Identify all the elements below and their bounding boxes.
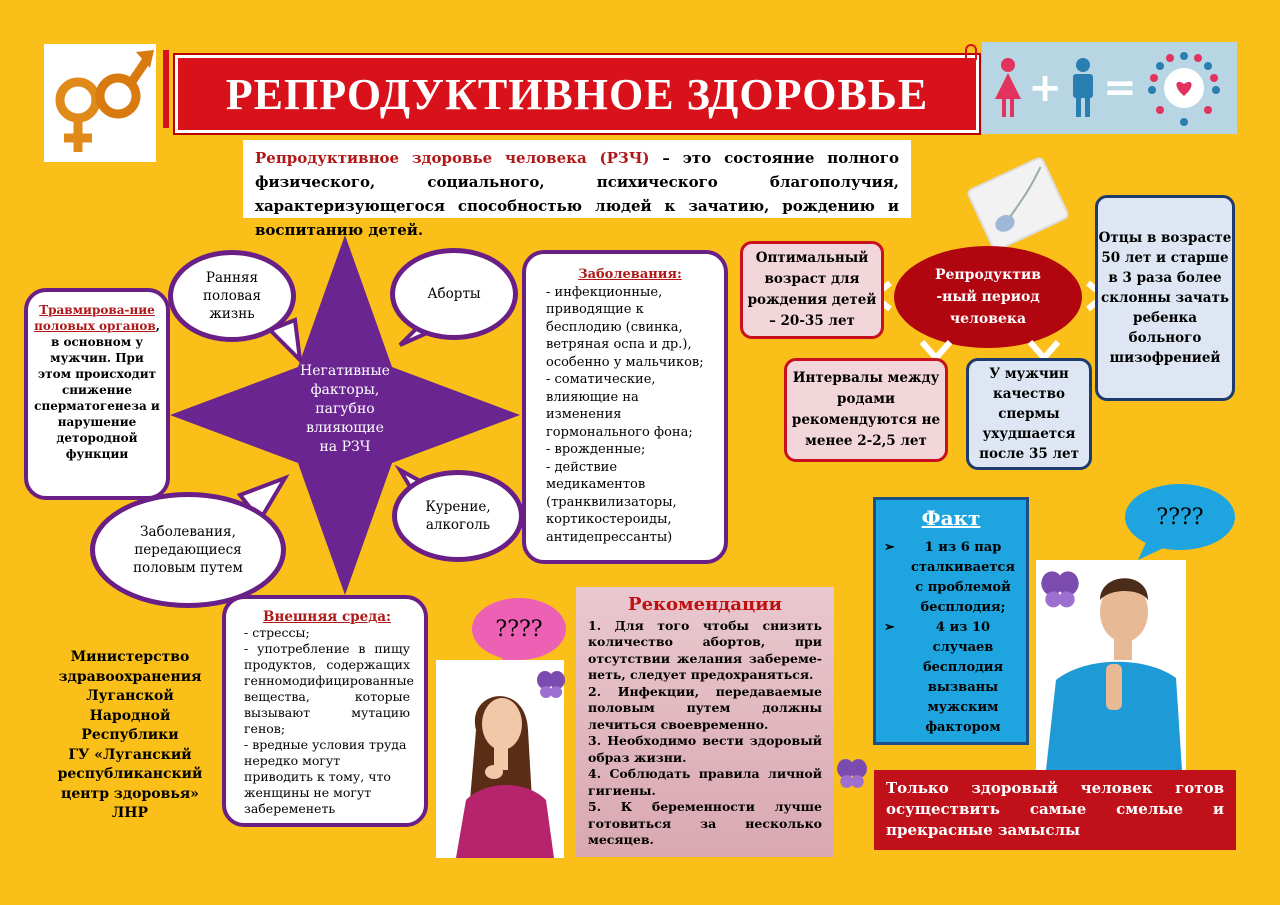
recommendation-item: 3. Необходимо вести здоровый образ жизни. <box>588 733 822 765</box>
birth-interval-box: Интервалы между родами рекомендуются не менее 2-2,5 лет <box>784 358 948 462</box>
fact-item: ➢ 4 из 10 случаев бесплодия вызваны мужским фактором <box>884 618 1018 738</box>
recommendation-item: 5. К беременности лучше готовиться за несколько месяцев. <box>588 799 822 847</box>
injury-heading: Травмирова-ние половых органов <box>34 303 156 333</box>
plus-sign: + <box>1028 65 1062 111</box>
reproductive-period-ellipse: Репродуктив -ный период человека <box>894 246 1082 348</box>
question-bubble-pink: ???? <box>472 598 566 660</box>
recommendations-heading: Рекомендации <box>628 594 782 615</box>
definition-text: – это состояние полного физического, социального, психического благополучия, характеризующегося способностью людей к зачатию, рождению и воспитанию детей. <box>255 149 899 239</box>
definition-term: Репродуктивное здоровье человека (РЗЧ) <box>255 149 650 167</box>
environment-heading: Внешняя среда: <box>263 609 391 625</box>
fact-box <box>873 497 1029 745</box>
environment-item: - употребление в пищу продуктов, содержащих генномодифицированные вещества, которые вызывают мутацию генов; <box>244 641 414 736</box>
recommendation-item: 1. Для того чтобы снизить количество абортов, при отсутствии желания забереме-неть, следует предохраняться. <box>588 617 822 682</box>
equals-sign: = <box>1103 65 1137 111</box>
bubble-early-sexual-life: Ранняя половая жизнь <box>168 250 296 342</box>
diseases-item: - соматические, влияющие на изменения гормонального фона; <box>546 372 693 440</box>
bubble-abortions: Аборты <box>390 248 518 340</box>
diseases-item: - врожденные; <box>546 442 646 457</box>
injury-text: , в основном у мужчин. При этом происходит снижение сперматогенеза и нарушение детородной функции <box>34 319 160 461</box>
diseases-item: - действие медикаментов (транквилизаторы, кортикостероиды, антидепрессанты) <box>546 459 677 545</box>
optimal-age-box: Оптимальный возраст для рождения детей – 20-35 лет <box>740 241 884 339</box>
diseases-heading: Заболевания: <box>578 267 682 282</box>
question-bubble-blue: ???? <box>1125 484 1235 550</box>
bubble-smoking-alcohol: Курение, алкоголь <box>392 470 524 562</box>
fathers-age-box: Отцы в возрасте 50 лет и старше в 3 раза более склонны зачать ребенка больного шизофренией <box>1095 195 1235 401</box>
arrow-bullet-icon: ➢ <box>884 620 895 635</box>
environment-item: - стрессы; <box>244 625 310 640</box>
bubble-std: Заболевания, передающиеся половым путем <box>90 492 286 608</box>
recommendation-item: 4. Соблюдать правила личной гигиены. <box>588 766 822 798</box>
environment-item: - вредные условия труда нередко могут приводить к тому, что женщины не могут забеременеть <box>244 737 407 816</box>
recommendation-item: 2. Инфекции, передаваемые половым путем должны лечиться своевременно. <box>588 683 822 732</box>
fact-heading: Факт <box>921 506 981 530</box>
ministry-credit: Министерство здравоохранения Луганской Народной Республики ГУ «Луганский республиканский центр здоровья» ЛНР <box>57 649 203 821</box>
page-title: РЕПРОДУКТИВНОЕ ЗДОРОВЬЕ <box>225 69 929 119</box>
star-center-text: Негативные факторы, пагубно влияющие на РЗЧ <box>300 363 390 455</box>
arrow-bullet-icon: ➢ <box>884 540 895 555</box>
butterfly-icon <box>1040 570 1080 610</box>
butterfly-icon <box>836 758 868 790</box>
slogan-box: Только здоровый человек готов осуществить самые смелые и прекрасные замыслы <box>874 770 1236 850</box>
sperm-quality-box: У мужчин качество спермы ухудшается после 35 лет <box>966 358 1092 470</box>
fact-item: ➢ 1 из 6 пар сталкивается с проблемой бесплодия; <box>884 538 1018 618</box>
diseases-item: - инфекционные, приводящие к бесплодию (свинка, ветряная оспа и др.), особенно у мальчиков; <box>546 284 704 370</box>
